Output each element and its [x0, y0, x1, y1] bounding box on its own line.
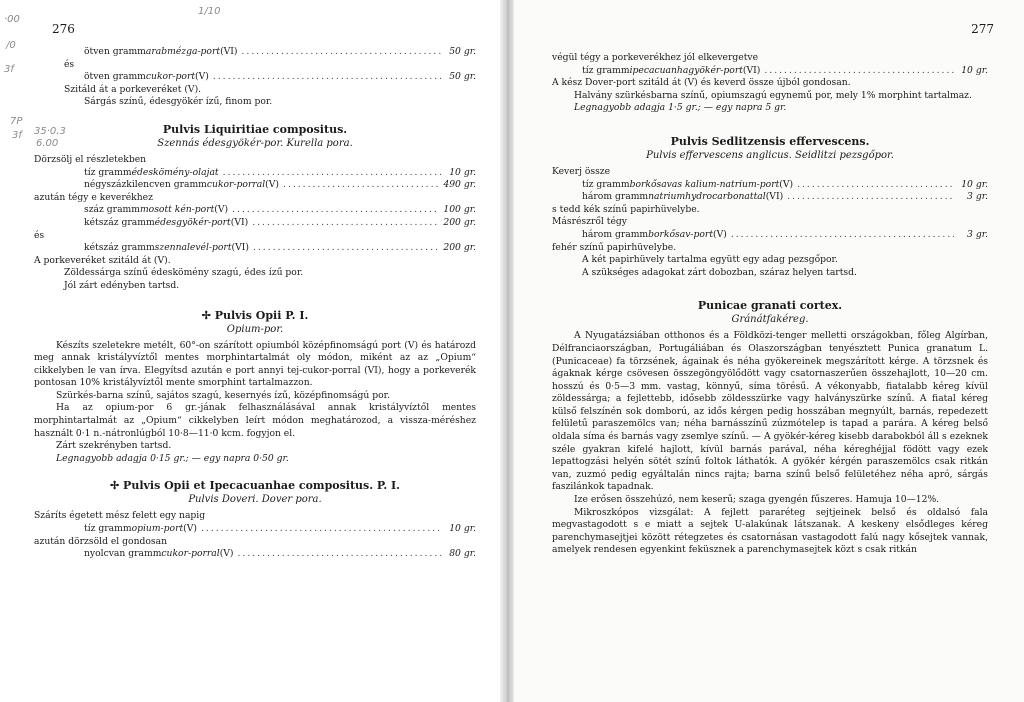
- ingredient-line: nyolcvan gramm cukor-porral (V) ..... 80 gr.: [34, 548, 476, 561]
- ingredient-line: tíz gramm ipecacuanhagyökér-port (VI) ..... 10 gr.: [552, 65, 988, 78]
- pencil-mark: 3f: [4, 64, 14, 75]
- pencil-mark: 7P: [10, 116, 23, 127]
- instruction: azután tégy e keverékhez: [34, 191, 153, 203]
- storage-note: Zárt szekrényben tartsd.: [56, 440, 172, 452]
- ingredient-line: ötven gramm cukor-port (V) ..... 50 gr.: [34, 71, 476, 84]
- instruction: Keverj össze: [552, 165, 611, 177]
- section-subtitle: Pulvis Doveri. Dover pora.: [188, 494, 322, 506]
- description: Halvány szürkésbarna színű, opiumszagú egynemű por, mely 1% morphint tartalmaz.: [574, 89, 972, 101]
- conjunction: és: [64, 58, 75, 70]
- section-title: ✢ Pulvis Opii et Ipecacuanhae compositus. P. I.: [110, 479, 400, 493]
- paragraph: Mikroszkópos vizsgálat: A fejlett pararéteg sejtjeinek belső és oldalsó fala megvastagodott s e miatt a sejtek U-alakúnak látszanak. A keskeny elsődleges kéreg parenchymasejtjei között rétegzetes és csatornásan vastagodott falú nagy kősejtek vannak, amelyek rendesen egyenkint feküsznek a parenchymasejtek közt s csak ritkán: [552, 506, 988, 556]
- instruction: Száríts égetett mész felett egy napig: [34, 510, 206, 522]
- ingredient-line: kétszáz gramm szennalevél-port (VI) ..... 200 gr.: [34, 242, 476, 255]
- dosage: Legnagyobb adagja 1·5 gr.; — egy napra 5 gr.: [574, 102, 787, 114]
- description: A két papirhüvely tartalma együtt egy adag pezsgőpor.: [582, 254, 838, 266]
- instruction: A porkeveréket szitáld át (V).: [34, 254, 171, 266]
- pencil-mark: 6.00: [36, 138, 59, 149]
- instruction: végül tégy a porkeverékhez jól elkevergetve: [552, 52, 759, 63]
- book-gutter: [500, 0, 514, 702]
- ingredient-line: három gramm borkősav-port (V) ..... 3 gr.: [552, 229, 988, 242]
- storage-note: Jól zárt edényben tartsd.: [64, 279, 180, 291]
- section-subtitle: Gránátfakéreg.: [731, 314, 809, 326]
- ingredient-line: négyszázkilencven gramm cukor-porral (V) ..... 490 gr.: [34, 179, 476, 192]
- section-title: Punicae granati cortex.: [697, 299, 843, 313]
- instruction: Másrészről tégy: [552, 216, 627, 228]
- pencil-mark: 1/10: [198, 6, 221, 17]
- storage-note: A szükséges adagokat zárt dobozban, száraz helyen tartsd.: [582, 266, 857, 278]
- section-subtitle: Opium-por.: [226, 323, 284, 335]
- pencil-mark: /0: [6, 40, 16, 51]
- dosage: Legnagyobb adagja 0·15 gr.; — egy napra 0·50 gr.: [56, 452, 289, 464]
- right-page: [504, 0, 1024, 702]
- pencil-mark: 35·0.3: [34, 126, 66, 137]
- ingredient-line: száz gramm mosott kén-port (V) ..... 100 gr.: [34, 204, 476, 217]
- left-content: [34, 46, 476, 561]
- instruction: azután dörzsöld el gondosan: [34, 535, 168, 547]
- pencil-mark: ·00: [4, 14, 20, 25]
- section-title: ✢ Pulvis Opii P. I.: [201, 308, 309, 322]
- section-subtitle: Pulvis effervescens anglicus. Seidlitzi pezsgőpor.: [646, 149, 894, 161]
- section-subtitle: Szennás édesgyökér-por. Kurella pora.: [157, 137, 353, 149]
- ingredient-line: ötven gramm arabmézga-port (VI) ..... 50 gr.: [34, 46, 476, 59]
- instruction: Dörzsölj el részletekben: [34, 153, 147, 165]
- page-number-right: 277: [971, 22, 994, 36]
- instruction: s tedd kék színű papirhüvelybe.: [552, 203, 700, 215]
- description: Sárgás színű, édesgyökér ízű, finom por.: [84, 96, 273, 108]
- paragraph: Készíts szeletekre metélt, 60°-on szárított opiumból középfinomságú port (V) és határozd meg annak kristályvíztől mentes morphintartalmát oly módon, miként az az „Opium“ cikkelyben le van írva. Elegyítsd azután e port annyi tej-cukor-porral (VI), hogy a porkeverék pontosan 10% kristályvíztől mente smorphint tartalmazzon.: [34, 339, 476, 389]
- conjunction: és: [34, 229, 45, 241]
- pencil-mark: 3f: [12, 130, 22, 141]
- paragraph: A Nyugatázsiában otthonos és a Földközi-tenger melletti országokban, főleg Algírban, Délfranciaországban, Portugáliában és Olaszországban tenyésztett Punica granatum L. (Punicaceae) fa törzsének, ágainak és néha gyökereinek megszárított kérge. A törzsnek és ágaknak kérge csövesen összegöngyölődött vagy csatornaszerűen összehajlott, 10—20 cm. hosszú és 0·5—3 mm. vastag, könnyű, síma törésű. A vékonyabb, fiatalabb kéreg kívül zöldessárga; a fejlettebb, idősebb zöldesszürke vagy halványszürke színű. A fiatal kéreg külső felszínén sok domború, az idős kérgen pedig hosszában megnyúlt, barnás, repedezett felületű paraszemölcs van; néha barnásszínű zúzmótelep is tapad a parára. A kéreg belső oldala síma és barnás vagy zsemlye színű. — A gyökér-kéreg kisebb darabokból áll s ezeknek széle gyakran kifelé hajlott, kívül barnás parával, néha kéreghéjjal födött vagy ezek lepattogzási helyén sötét színű foltok láthatók. A gyökér kérgén paraszemölcs csak ritkán van, zuzmó pedig egyáltalán nincs rajta; barna színű belső felületéhez néha apró, sárgás faszilánkok tapadnak.: [552, 330, 988, 493]
- ingredient-line: tíz gramm opium-port (V) ..... 10 gr.: [34, 523, 476, 536]
- page-number-left: 276: [52, 22, 75, 36]
- paragraph: Ize erősen összehúzó, nem keserű; szaga gyengén fűszeres. Hamuja 10—12%.: [574, 494, 940, 506]
- left-page: [0, 0, 504, 702]
- paragraph: Szürkés-barna színű, sajátos szagú, kesernyés ízű, középfinomságú por.: [56, 389, 390, 401]
- ingredient-line: tíz gramm borkősavas kalium-natrium-port (V) ..... 10 gr.: [552, 179, 988, 192]
- section-title: Pulvis Liquiritiae compositus.: [162, 122, 348, 136]
- instruction: fehér színű papirhüvelybe.: [552, 241, 677, 253]
- instruction: Szitáld át a porkeveréket (V).: [64, 83, 202, 95]
- ingredient-line: kétszáz gramm édesgyökér-port (VI) ..... 200 gr.: [34, 217, 476, 230]
- ingredient-line: három gramm natriumhydrocarbonattal (VI) ..... 3 gr.: [552, 191, 988, 204]
- ingredient-line: tíz gramm édesköménу-olajat ..... 10 gr.: [34, 167, 476, 180]
- instruction: A kész Dover-port szitáld át (V) és keverd össze újból gondosan.: [552, 77, 851, 89]
- description: Zöldessárga színű édeskömény szagú, édes ízű por.: [64, 267, 304, 279]
- section-title: Pulvis Sedlitzensis effervescens.: [670, 134, 870, 148]
- right-content: [552, 52, 988, 557]
- paragraph: Ha az opium-por 6 gr.-jának felhasználásával annak kristályvíztől mentes morphintartalmát az „Opium“ cikkelyben leírt módon meghatározod, a vissza-méréshez használt 0·1 n.-nátronlúgból 10·8—11·0 kcm. fogyjon el.: [34, 402, 476, 439]
